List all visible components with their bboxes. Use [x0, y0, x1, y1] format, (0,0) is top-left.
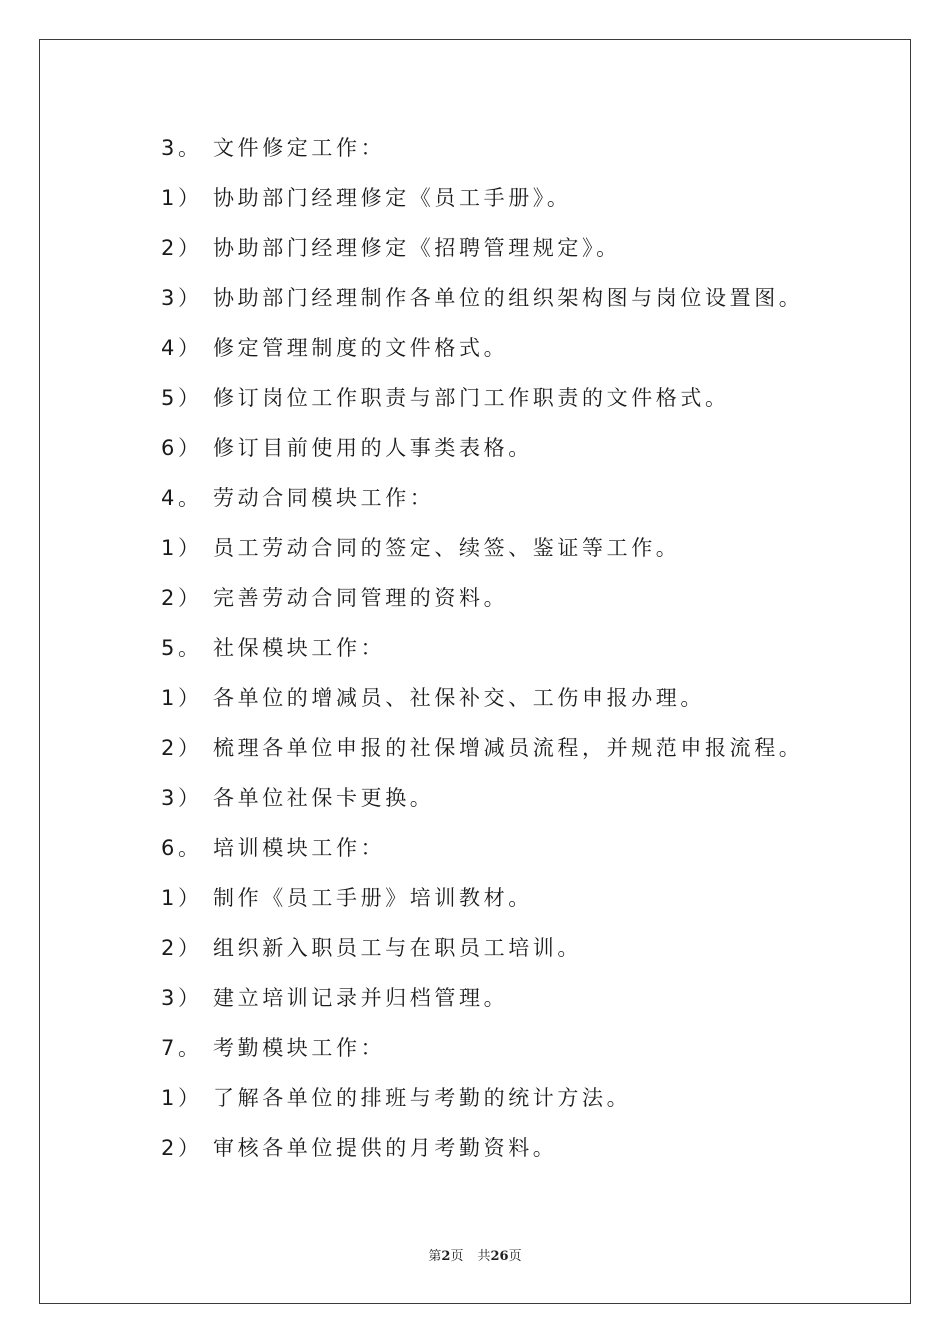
list-item [161, 181, 881, 231]
item-text: 审核各单位提供的月考勤资料。 [213, 1136, 558, 1160]
section-heading [161, 831, 881, 881]
item-number: 2） [161, 936, 203, 960]
item-text: 文件修定工作： [213, 136, 386, 160]
item-number: 1） [161, 1086, 203, 1110]
item-text: 了解各单位的排班与考勤的统计方法。 [213, 1086, 632, 1110]
item-number: 3） [161, 986, 203, 1010]
item-number: 5。 [161, 636, 203, 660]
page-footer [0, 1245, 950, 1264]
total-suffix: 页 [508, 1249, 522, 1264]
item-number: 6） [161, 436, 203, 460]
item-text: 社保模块工作： [213, 636, 386, 660]
list-item [161, 731, 881, 781]
item-text: 修定管理制度的文件格式。 [213, 336, 509, 360]
item-text: 各单位社保卡更换。 [213, 786, 435, 810]
item-text: 协助部门经理制作各单位的组织架构图与岗位设置图。 [213, 286, 804, 310]
item-number: 2） [161, 736, 203, 760]
list-item [161, 581, 881, 631]
page-total: 26 [490, 1249, 509, 1264]
item-number: 2） [161, 236, 203, 260]
item-text: 修订岗位工作职责与部门工作职责的文件格式。 [213, 386, 730, 410]
item-number: 1） [161, 686, 203, 710]
list-item [161, 381, 881, 431]
item-number: 3） [161, 786, 203, 810]
list-item [161, 681, 881, 731]
total-prefix: 共 [477, 1249, 491, 1264]
item-text: 各单位的增减员、社保补交、工伤申报办理。 [213, 686, 705, 710]
section-heading [161, 1031, 881, 1081]
item-number: 5） [161, 386, 203, 410]
list-item [161, 231, 881, 281]
item-text: 培训模块工作： [213, 836, 386, 860]
list-item [161, 881, 881, 931]
item-text: 建立培训记录并归档管理。 [213, 986, 509, 1010]
item-text: 修订目前使用的人事类表格。 [213, 436, 533, 460]
list-item [161, 281, 881, 331]
list-item [161, 331, 881, 381]
item-number: 2） [161, 586, 203, 610]
item-number: 4） [161, 336, 203, 360]
item-text: 协助部门经理修定《员工手册》。 [213, 186, 572, 210]
item-number: 2） [161, 1136, 203, 1160]
item-text: 员工劳动合同的签定、续签、鉴证等工作。 [213, 536, 681, 560]
list-item [161, 931, 881, 981]
page-current: 2 [441, 1249, 451, 1264]
item-text: 组织新入职员工与在职员工培训。 [213, 936, 582, 960]
item-text: 制作《员工手册》培训教材。 [213, 886, 533, 910]
list-item [161, 431, 881, 481]
item-text: 考勤模块工作： [213, 1036, 386, 1060]
list-item [161, 981, 881, 1031]
item-number: 6。 [161, 836, 203, 860]
section-heading [161, 131, 881, 181]
item-number: 1） [161, 186, 203, 210]
section-heading [161, 631, 881, 681]
section-heading [161, 481, 881, 531]
item-text: 完善劳动合同管理的资料。 [213, 586, 509, 610]
list-item [161, 1131, 881, 1181]
item-number: 4。 [161, 486, 203, 510]
item-number: 1） [161, 536, 203, 560]
item-text: 梳理各单位申报的社保增减员流程，并规范申报流程。 [213, 736, 804, 760]
page-prefix: 第 [428, 1249, 442, 1264]
document-body [161, 131, 881, 1181]
item-number: 1） [161, 886, 203, 910]
list-item [161, 1081, 881, 1131]
page-suffix: 页 [450, 1249, 464, 1264]
item-number: 3。 [161, 136, 203, 160]
item-number: 7。 [161, 1036, 203, 1060]
item-number: 3） [161, 286, 203, 310]
list-item [161, 531, 881, 581]
item-text: 劳动合同模块工作： [213, 486, 435, 510]
item-text: 协助部门经理修定《招聘管理规定》。 [213, 236, 621, 260]
list-item [161, 781, 881, 831]
